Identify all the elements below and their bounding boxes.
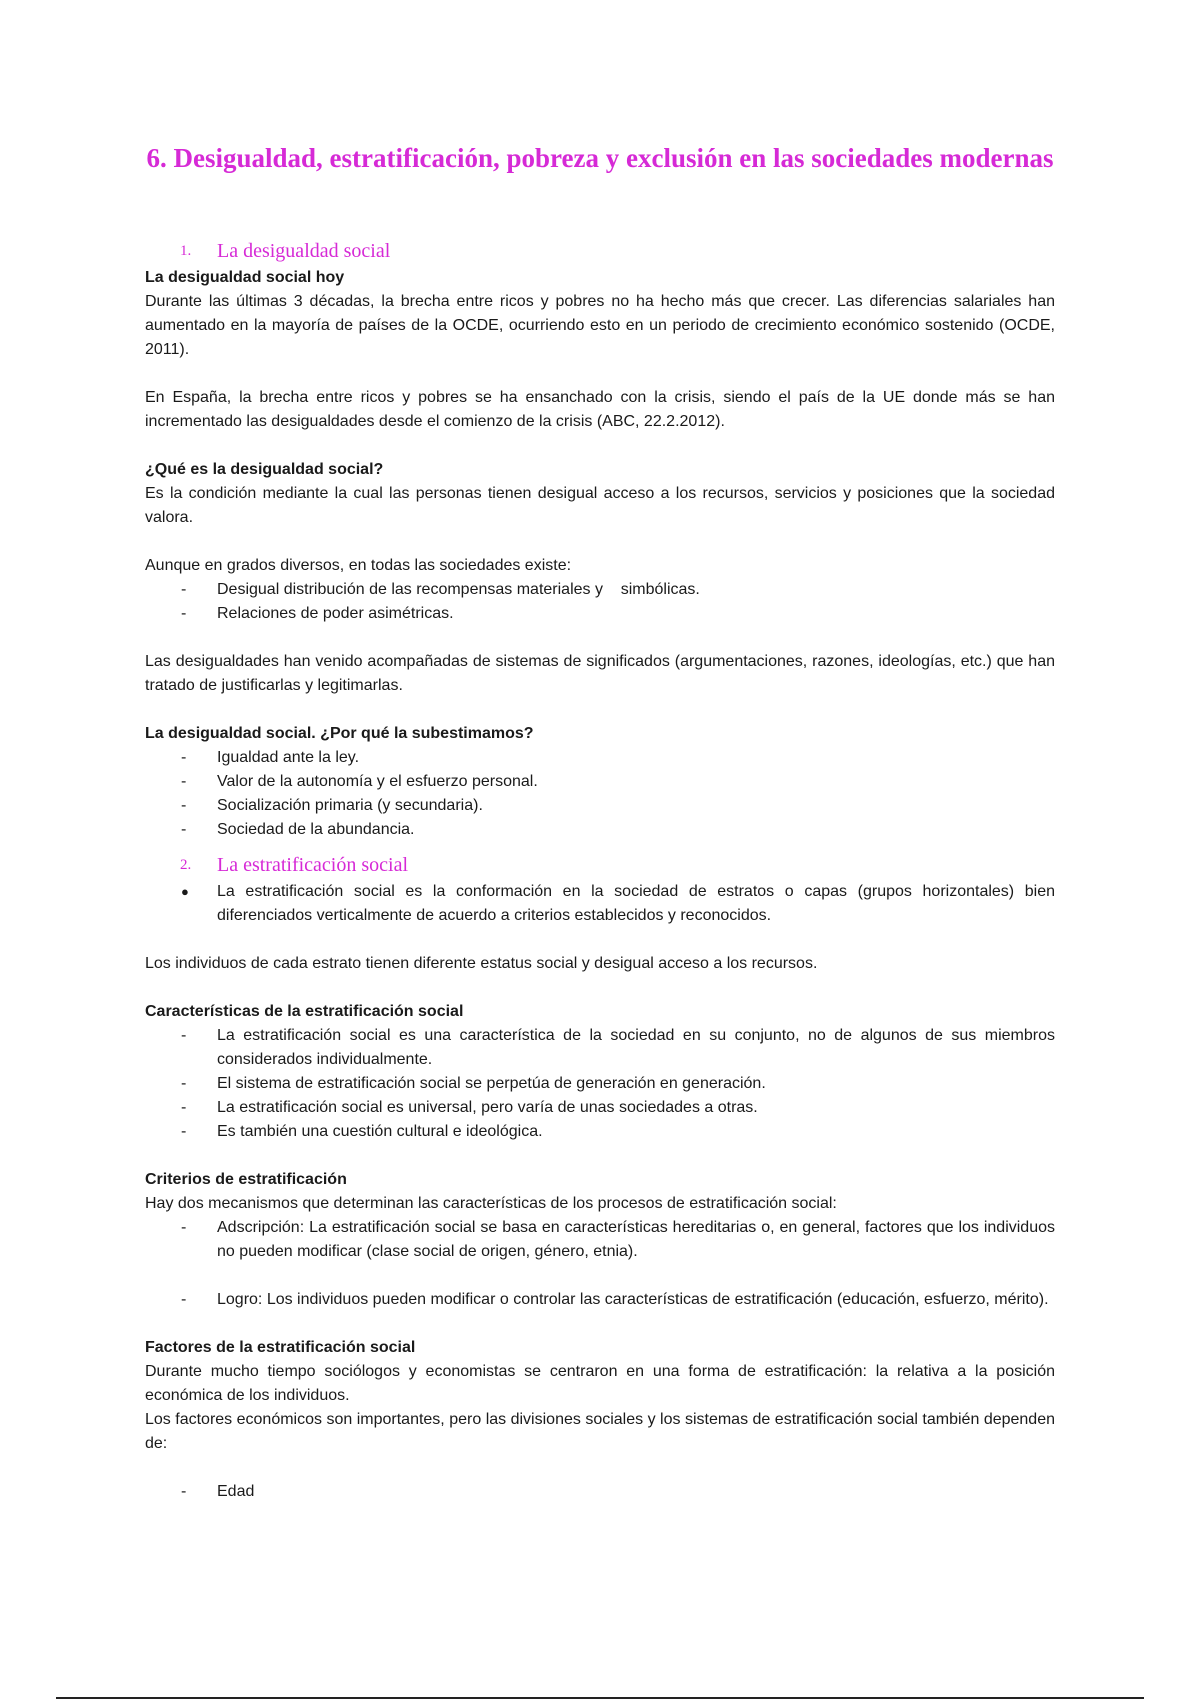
- paragraph: Los individuos de cada estrato tienen diferente estatus social y desigual acceso a los recursos.: [145, 955, 818, 972]
- section-title: La estratificación social: [217, 854, 409, 876]
- dash-marker: -: [181, 1219, 187, 1236]
- list-item-text: Valor de la autonomía y el esfuerzo personal.: [217, 773, 538, 790]
- list-item-text: La estratificación social es una característica de la sociedad en su conjunto, no de algunos de sus miembros considerados individualmente.: [217, 1027, 1055, 1068]
- dash-marker: -: [181, 749, 187, 766]
- dash-marker: -: [181, 1291, 187, 1308]
- dash-marker: -: [181, 1075, 187, 1092]
- dash-marker: -: [181, 581, 187, 598]
- subheading-criterios: Criterios de estratificación: [145, 1171, 347, 1188]
- dash-list: [145, 1216, 1055, 1264]
- list-item-text: Desigual distribución de las recompensas materiales y simbólicas.: [217, 581, 700, 598]
- paragraph: Hay dos mecanismos que determinan las características de los procesos de estratificación social:: [145, 1195, 837, 1212]
- list-item: [145, 818, 1055, 842]
- page-title: 6. Desigualdad, estratificación, pobreza y exclusión en las sociedades modernas: [146, 143, 1054, 173]
- list-item: [145, 746, 1055, 770]
- paragraph: En España, la brecha entre ricos y pobres se ha ensanchado con la crisis, siendo el país de la UE donde más se han incrementado las desigualdades desde el comienzo de la crisis (ABC, 22.2.2012).: [145, 389, 1055, 430]
- list-item-text: Es también una cuestión cultural e ideológica.: [217, 1123, 543, 1140]
- list-item-text: El sistema de estratificación social se perpetúa de generación en generación.: [217, 1075, 766, 1092]
- dash-marker: -: [181, 1123, 187, 1140]
- list-item-text: La estratificación social es la conformación en la sociedad de estratos o capas (grupos horizontales) bien diferenciados verticalmente de acuerdo a criterios establecidos y reconocidos.: [217, 883, 1055, 924]
- subheading-desigualdad-hoy: La desigualdad social hoy: [145, 269, 345, 286]
- dash-list: [145, 1024, 1055, 1144]
- list-item: [145, 1120, 1055, 1144]
- section-heading-desigualdad: [145, 238, 1055, 264]
- dash-marker: -: [181, 1027, 187, 1044]
- dash-list: [145, 578, 1055, 626]
- section-title: La desigualdad social: [217, 240, 391, 262]
- list-item: [145, 880, 1055, 928]
- paragraph: Durante las últimas 3 décadas, la brecha entre ricos y pobres no ha hecho más que crecer. Las diferencias salariales han aumentado en la mayoría de países de la OCDE, ocurriendo esto en un periodo de crecimiento económico sostenido (OCDE, 2011).: [145, 293, 1055, 358]
- dash-marker: -: [181, 821, 187, 838]
- paragraph: Es la condición mediante la cual las personas tienen desigual acceso a los recursos, servicios y posiciones que la sociedad valora.: [145, 485, 1055, 526]
- dash-list: [145, 746, 1055, 842]
- paragraph: Durante mucho tiempo sociólogos y economistas se centraron en una forma de estratificación: la relativa a la posición económica de los individuos.: [145, 1363, 1055, 1404]
- paragraph: Los factores económicos son importantes, pero las divisiones sociales y los sistemas de estratificación social también dependen de:: [145, 1411, 1055, 1452]
- dash-marker: -: [181, 773, 187, 790]
- list-item: [145, 1024, 1055, 1072]
- subheading-que-es: ¿Qué es la desigualdad social?: [145, 461, 384, 478]
- list-item-text: Edad: [217, 1483, 255, 1500]
- list-item-text: Adscripción: La estratificación social se basa en características hereditarias o, en general, factores que los individuos no pueden modificar (clase social de origen, género, etnia).: [217, 1219, 1055, 1260]
- list-item: [145, 1072, 1055, 1096]
- dash-marker: -: [181, 1483, 187, 1500]
- list-item-text: Relaciones de poder asimétricas.: [217, 605, 454, 622]
- paragraph: Las desigualdades han venido acompañadas de sistemas de significados (argumentaciones, razones, ideologías, etc.) que han tratado de justificarlas y legitimarlas.: [145, 653, 1055, 694]
- section-number: 2.: [180, 857, 192, 873]
- list-item-text: Logro: Los individuos pueden modificar o controlar las características de estratificación (educación, esfuerzo, mérito).: [217, 1291, 1049, 1308]
- list-item: [145, 1216, 1055, 1264]
- dash-marker: -: [181, 605, 187, 622]
- subheading-subestimamos: La desigualdad social. ¿Por qué la subestimamos?: [145, 725, 534, 742]
- dash-marker: -: [181, 797, 187, 814]
- list-item-text: Igualdad ante la ley.: [217, 749, 360, 766]
- list-item: [145, 770, 1055, 794]
- list-item: [145, 794, 1055, 818]
- paragraph: Aunque en grados diversos, en todas las sociedades existe:: [145, 557, 572, 574]
- list-item-text: Sociedad de la abundancia.: [217, 821, 415, 838]
- dash-list: [145, 1480, 1055, 1504]
- list-item-text: Socialización primaria (y secundaria).: [217, 797, 483, 814]
- list-item: [145, 602, 1055, 626]
- list-item: [145, 1480, 1055, 1504]
- list-item: [145, 1096, 1055, 1120]
- list-item: [145, 578, 1055, 602]
- section-heading-estratificacion: [145, 852, 1055, 878]
- section-number: 1.: [180, 243, 192, 259]
- list-item: [145, 1288, 1055, 1312]
- bullet-list: [145, 880, 1055, 928]
- dash-marker: -: [181, 1099, 187, 1116]
- footer-rule: [56, 1697, 1144, 1699]
- dash-list: [145, 1288, 1055, 1312]
- document-body: [145, 238, 1055, 1504]
- bullet-marker: ●: [181, 884, 189, 899]
- subheading-factores: Factores de la estratificación social: [145, 1339, 416, 1356]
- list-item-text: La estratificación social es universal, pero varía de unas sociedades a otras.: [217, 1099, 758, 1116]
- subheading-caracteristicas: Características de la estratificación social: [145, 1003, 464, 1020]
